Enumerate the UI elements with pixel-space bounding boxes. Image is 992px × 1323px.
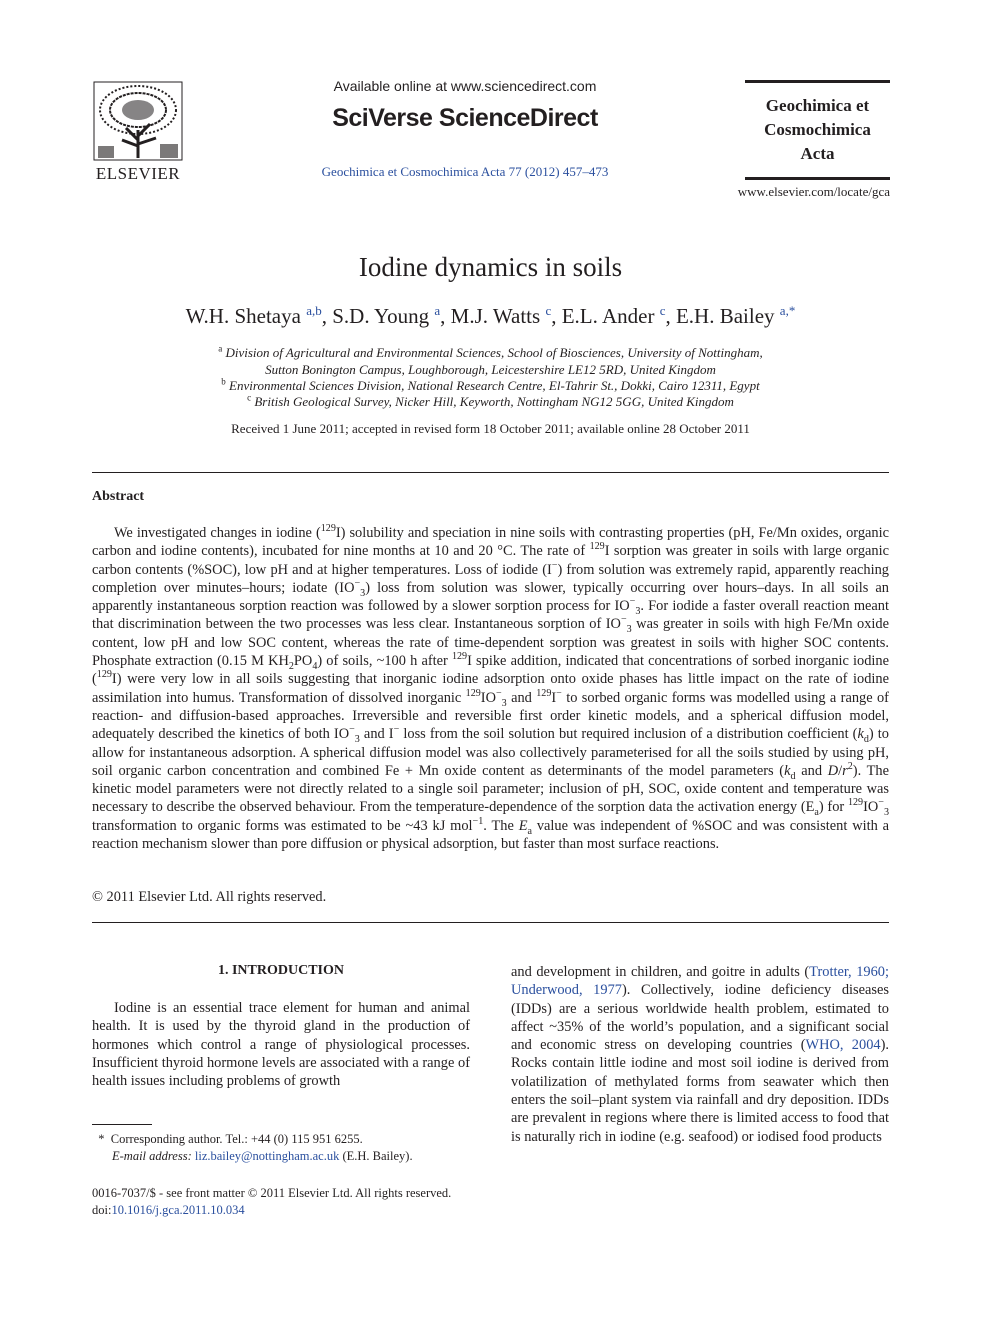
doi-link[interactable]: 10.1016/j.gca.2011.10.034 — [111, 1203, 245, 1217]
author-affiliation-mark[interactable]: a — [434, 303, 441, 318]
section-heading-introduction: 1. INTRODUCTION — [217, 963, 344, 978]
journal-name — [745, 94, 890, 166]
intro-right-column: and development in children, and goitre in adults (Trotter, 1960; Underwood, 1977). Collectively, iodine deficiency diseases (IDDs) are a serious worldwide health problem, estimated to affect ~35% of the world’s population, and a significant social and economic stress on developing countries (WHO, 2004). Rocks contain little iodine and most soil iodine is derived from volatilization of methylated forms from seawater which then enters the soil–plant system via rainfall and dry deposition. IDDs are prevalent in regions where there is limited access to food that is naturally rich in iodine (e.g. seafood) or iodised food products — [511, 964, 889, 1145]
available-online-text: Available online at www.sciencedirect.com — [333, 78, 597, 94]
author-name[interactable]: E.H. Bailey — [675, 304, 775, 328]
front-matter-info: 0016-7037/$ - see front matter © 2011 Elsevier Ltd. All rights reserved. doi:10.1016/j.gca.2011.10.034 — [92, 1185, 542, 1219]
abstract-bottom-rule — [92, 922, 889, 923]
journal-name-line: Geochimica et — [765, 96, 870, 115]
journal-title-box — [745, 80, 890, 180]
intro-left-column: Iodine is an essential trace element for human and animal health. It is used by the thyroid gland in the production of hormones which control a range of physiological processes. Insufficient thyroid hormone levels are associated with a range of health issues including problems of growth — [92, 1000, 470, 1090]
author-affiliation-mark[interactable]: c — [659, 303, 666, 318]
journal-name-line: Cosmochimica — [764, 120, 871, 139]
author-name[interactable]: W.H. Shetaya — [185, 304, 301, 328]
elsevier-logo — [92, 80, 184, 184]
abstract-heading: Abstract — [92, 489, 145, 504]
citation-link[interactable]: WHO, 2004 — [805, 1037, 881, 1054]
affiliation-c: $^c$ British Geological Survey, Nicker Hill, Keyworth, Nottingham NG12 5GG, United Kingdom — [247, 392, 734, 409]
abstract-top-rule — [92, 472, 889, 473]
abstract-text: We investigated changes in iodine ($^{129}$I) solubility and speciation in nine soils with contrasting properties (pH, Fe/Mn oxides, organic carbon and iodine contents), incubated for nine months at 10 and 20 °C. The rate of $^{129}$I sorption was greater in soils with large organic carbon contents (%SOC), low pH and at higher temperatures. Loss of iodide (I−) from solution was extremely rapid, apparently reaching completion over minutes–hours; iodate $(IO^-_3)$ loss from solution was slower, typically occurring over hours–days. In all soils an apparently instantaneous sorption reaction was followed by a slower sorption process for $IO^-_3$. For iodide a faster overall reaction meant that discrimination between the two processes was less clear. Instantaneous sorption of $IO^-_3$ was greater in soils with high Fe/Mn oxide content, low pH and low SOC content, whereas the rate of time-dependent sorption was greatest in soils with higher SOC contents. Phosphate extraction (0.15 M $KH_2PO_4$) of soils, ~100 h after $^{129}$I spike addition, indicated that concentrations of sorbed inorganic iodine ($^{129}$I) were very low in all soils suggesting that inorganic iodine adsorption onto oxide phases has little impact on the rate of iodine assimilation into humus. Transformation of dissolved inorganic $^{129}IO^-_3$ and $^{129}$I− to sorbed organic forms was modelled using a range of reaction- and diffusion-based approaches. Irreversible and reversible first order kinetic models, and a spherical diffusion model, adequately described the kinetics of both $IO^-_3$ and I− loss from the soil solution but required inclusion of a distribution coefficient $(k_d)$ to allow for instantaneous adsorption. A spherical diffusion model was also collectively parameterised for all the soils studied by using pH, soil organic carbon concentration and combined Fe + Mn oxide content as determinants of the model parameters ($k_d$ and $D/r^2$). The kinetic model parameters were not directly related to a single soil parameter; inclusion of pH, SOC, oxide content and temperature was necessary to describe the observed behaviour. From the temperature-dependence of the sorption data the activation energy $(E_a)$ for $^{129}IO^-_3$ transformation to organic forms was estimated to be ~43 kJ mol$^{-1}$. The $E_a$ value was independent of %SOC and was consistent with a reaction mechanism slower than pore diffusion or physical adsorption, but faster than most surface reactions. — [92, 523, 890, 853]
journal-citation-link[interactable]: Geochimica et Cosmochimica Acta 77 (2012) 457–473 — [321, 164, 609, 179]
author-name[interactable]: S.D. Young — [332, 304, 430, 328]
author-affiliation-mark[interactable]: c — [545, 303, 552, 318]
publisher-name: ELSEVIER — [95, 164, 181, 183]
journal-url-link[interactable]: www.elsevier.com/locate/gca — [737, 184, 890, 199]
author-email-link[interactable]: liz.bailey@nottingham.ac.uk — [194, 1149, 340, 1163]
citation-link[interactable]: Trotter, 1960; Underwood, 1977 — [511, 964, 889, 999]
journal-box-bottom-rule — [745, 177, 890, 180]
received-dates: Received 1 June 2011; accepted in revised form 18 October 2011; available online 28 October 2011 — [231, 421, 750, 436]
corresponding-author-footnote: * Corresponding author. Tel.: +44 (0) 115 951 6255. E-mail address: liz.bailey@nottingham.ac.uk (E.H. Bailey). — [98, 1132, 413, 1163]
issn-line: 0016-7037/$ - see front matter © 2011 Elsevier Ltd. All rights reserved. — [92, 1186, 452, 1200]
author-name[interactable]: E.L. Ander — [561, 304, 655, 328]
sciverse-sciencedirect-logo: SciVerse ScienceDirect — [332, 104, 598, 132]
author-affiliation-mark[interactable]: a,b — [306, 303, 322, 318]
author-name[interactable]: M.J. Watts — [450, 304, 541, 328]
author-list: W.H. Shetaya $^{a,b}$, S.D. Young $^a$, M.J. Watts $^c$, E.L. Ander $^c$, E.H. Bailey $^{a,*}$ — [185, 303, 796, 328]
journal-name-line: Acta — [800, 144, 835, 163]
footnote-rule — [92, 1124, 152, 1125]
journal-box-top-rule — [745, 80, 890, 83]
affiliation-b: $^b$ Environmental Sciences Division, National Research Centre, El-Tahrir St., Dokki, Cairo 12311, Egypt — [221, 376, 760, 393]
abstract-copyright: © 2011 Elsevier Ltd. All rights reserved. — [92, 889, 327, 905]
article-title: Iodine dynamics in soils — [358, 252, 623, 282]
affiliation-a: $^a$ Division of Agricultural and Environmental Sciences, School of Biosciences, University of Nottingham, Sutton Bonington Campus, Loughborough, Leicestershire LE12 5RD, United Kingdom — [218, 343, 763, 377]
author-affiliation-mark[interactable]: a,* — [779, 303, 796, 318]
